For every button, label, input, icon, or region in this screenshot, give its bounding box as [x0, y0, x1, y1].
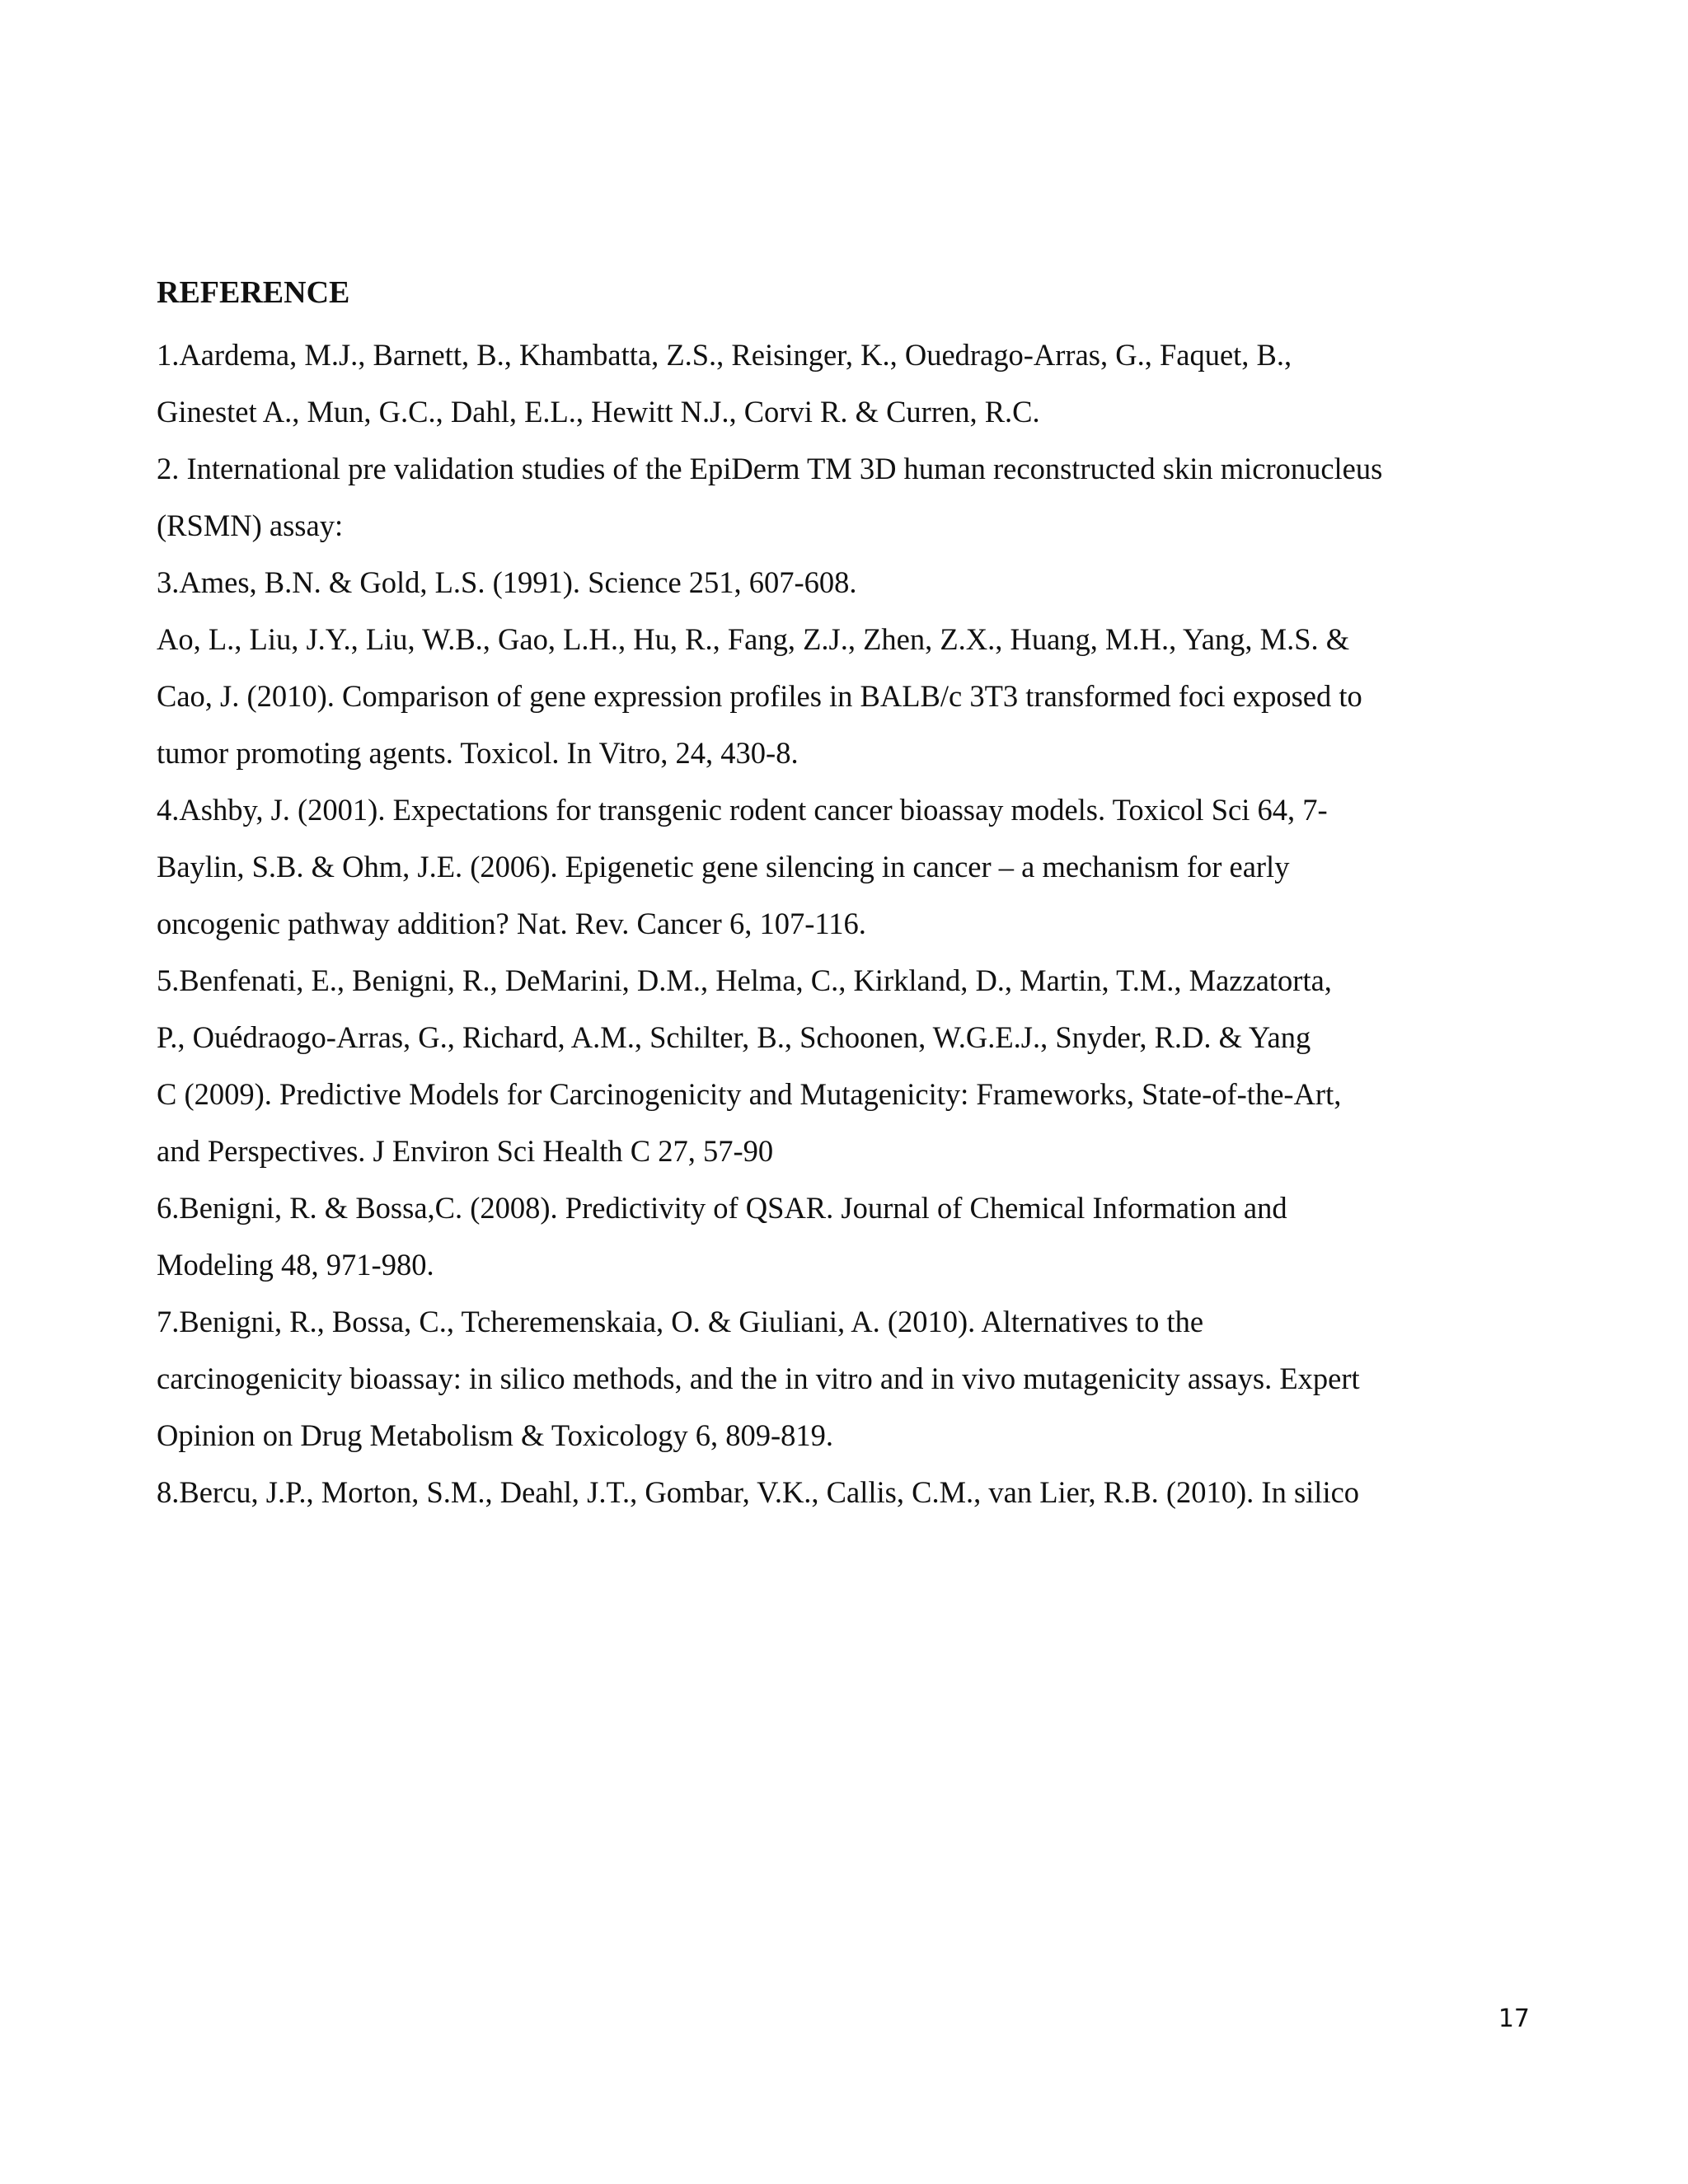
- reference-line: Ao, L., Liu, J.Y., Liu, W.B., Gao, L.H., Hu, R., Fang, Z.J., Zhen, Z.X., Huang, M.H., Yang, M.S. &: [157, 622, 1350, 656]
- reference-line: 5.Benfenati, E., Benigni, R., DeMarini, D.M., Helma, C., Kirkland, D., Martin, T.M., Mazzatorta,: [157, 963, 1332, 997]
- reference-line: 4.Ashby, J. (2001). Expectations for transgenic rodent cancer bioassay models. Toxicol Sci 64, 7-: [157, 793, 1328, 827]
- reference-line: 8.Bercu, J.P., Morton, S.M., Deahl, J.T., Gombar, V.K., Callis, C.M., van Lier, R.B. (2010). In silico: [157, 1475, 1360, 1509]
- reference-line: Ginestet A., Mun, G.C., Dahl, E.L., Hewitt N.J., Corvi R. & Curren, R.C.: [157, 395, 1040, 429]
- reference-line: oncogenic pathway addition? Nat. Rev. Cancer 6, 107-116.: [157, 907, 866, 940]
- reference-line: C (2009). Predictive Models for Carcinogenicity and Mutagenicity: Frameworks, State-of-the-Art,: [157, 1077, 1342, 1111]
- reference-line: (RSMN) assay:: [157, 509, 344, 542]
- reference-list: [157, 326, 1541, 1521]
- reference-line: and Perspectives. J Environ Sci Health C 27, 57-90: [157, 1134, 774, 1168]
- reference-line: Modeling 48, 971-980.: [157, 1248, 434, 1282]
- reference-line: 2. International pre validation studies of the EpiDerm TM 3D human reconstructed skin micronucleus: [157, 452, 1383, 485]
- section-heading: REFERENCE: [157, 275, 350, 310]
- reference-line: 6.Benigni, R. & Bossa,C. (2008). Predictivity of QSAR. Journal of Chemical Information and: [157, 1191, 1287, 1225]
- reference-line: 3.Ames, B.N. & Gold, L.S. (1991). Science 251, 607-608.: [157, 565, 857, 599]
- reference-line: P., Ouédraogo-Arras, G., Richard, A.M., Schilter, B., Schoonen, W.G.E.J., Snyder, R.D. & Yang: [157, 1020, 1311, 1054]
- reference-line: tumor promoting agents. Toxicol. In Vitro, 24, 430-8.: [157, 736, 799, 770]
- reference-line: 7.Benigni, R., Bossa, C., Tcheremenskaia, O. & Giuliani, A. (2010). Alternatives to the: [157, 1305, 1204, 1338]
- reference-line: Opinion on Drug Metabolism & Toxicology 6, 809-819.: [157, 1418, 834, 1452]
- reference-section: [157, 269, 1541, 1521]
- reference-line: Baylin, S.B. & Ohm, J.E. (2006). Epigenetic gene silencing in cancer – a mechanism for early: [157, 850, 1290, 883]
- reference-line: Cao, J. (2010). Comparison of gene expression profiles in BALB/c 3T3 transformed foci exposed to: [157, 679, 1362, 713]
- page-number: 17: [1498, 2004, 1530, 2033]
- reference-line: 1.Aardema, M.J., Barnett, B., Khambatta, Z.S., Reisinger, K., Ouedrago-Arras, G., Faquet, B.,: [157, 338, 1292, 372]
- reference-line: carcinogenicity bioassay: in silico methods, and the in vitro and in vivo mutagenicity assays. Expert: [157, 1361, 1360, 1395]
